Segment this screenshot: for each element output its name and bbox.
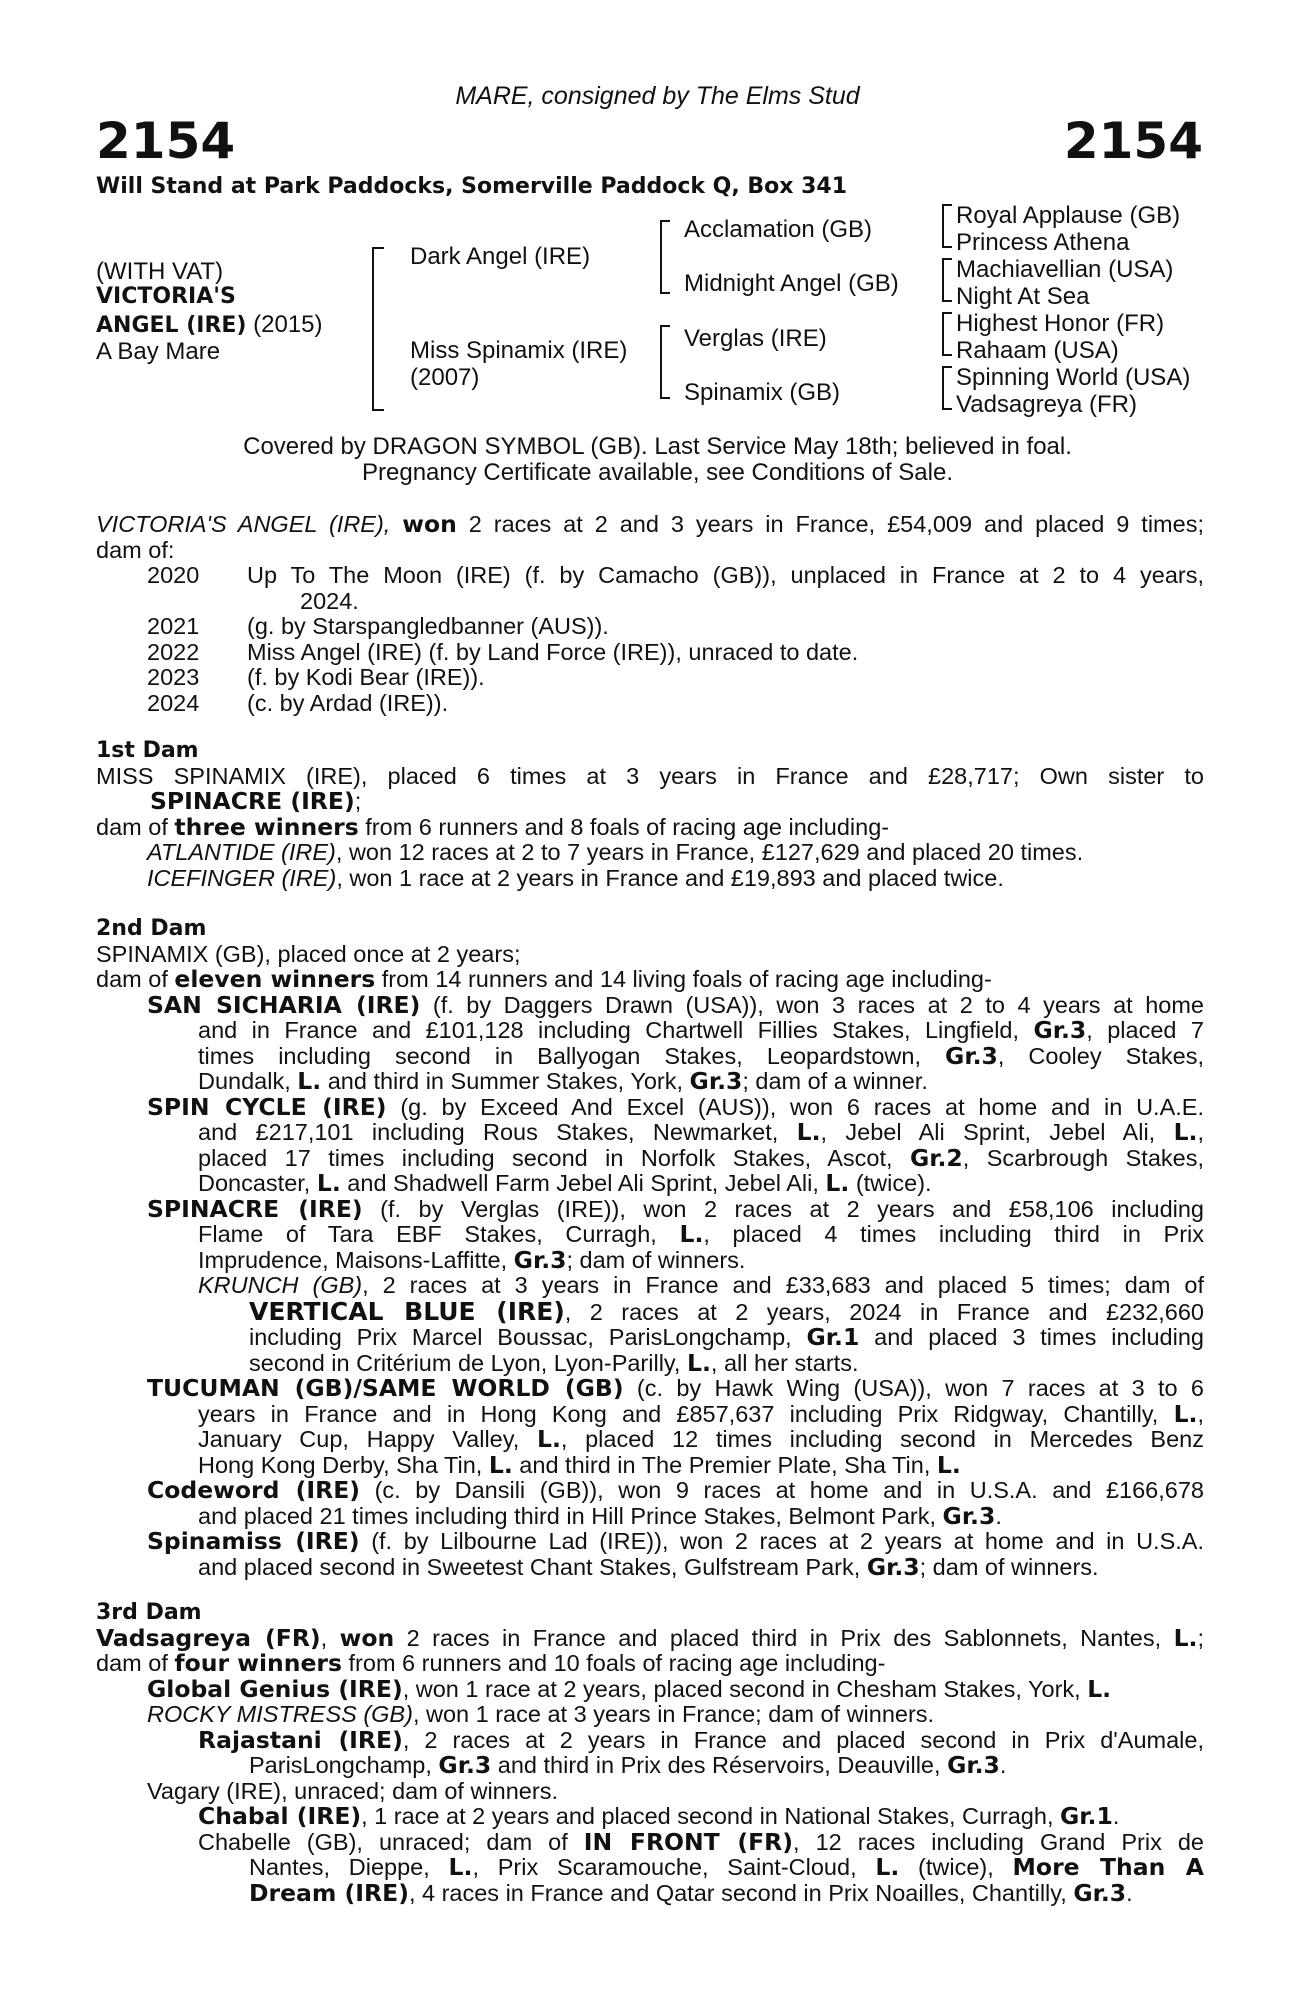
horse-name: KRUNCH (GB) bbox=[198, 1272, 363, 1298]
grade: Gr.3 bbox=[942, 1501, 996, 1530]
grade: Gr.3 bbox=[513, 1245, 567, 1274]
text: , Prix Scaramouche, Saint-Cloud, bbox=[472, 1854, 876, 1880]
brace-ds bbox=[942, 312, 952, 356]
text: and third in Summer Stakes, York, bbox=[321, 1068, 690, 1094]
horse-description: A Bay Mare bbox=[96, 338, 221, 365]
text: and placed 3 times including bbox=[859, 1324, 1204, 1350]
produce-intro bbox=[96, 512, 1204, 538]
text: and placed second in Sweetest Chant Stakes, Gulfstream Park, bbox=[198, 1553, 867, 1580]
horse-name: Spinamiss (IRE) bbox=[147, 1527, 360, 1555]
brace-sire bbox=[660, 220, 670, 294]
produce-dam-of: dam of: bbox=[96, 536, 175, 563]
text: , all her starts. bbox=[710, 1349, 859, 1376]
grade: L. bbox=[679, 1220, 704, 1248]
text: times including second in Ballyogan Stakes, Leopardstown, bbox=[198, 1042, 946, 1069]
text: ; dam of winners. bbox=[919, 1553, 1099, 1580]
grade: Gr.1 bbox=[1060, 1802, 1113, 1830]
grade: Gr.3 bbox=[438, 1751, 492, 1779]
grade: L. bbox=[1173, 1399, 1198, 1428]
sire-dam: Midnight Angel (GB) bbox=[684, 270, 899, 297]
text: 2 races in France and placed third in Prix des Sablonnets, Nantes, bbox=[394, 1624, 1174, 1651]
lot-number-left: 2154 bbox=[96, 112, 236, 170]
produce-year: 2024 bbox=[147, 689, 200, 716]
text: , placed 4 times including third in Prix bbox=[703, 1221, 1205, 1247]
text: , 4 races in France and Qatar second in Prix Noailles, Chantilly, bbox=[408, 1879, 1074, 1906]
horse-name: ANGEL (IRE) bbox=[96, 313, 247, 338]
entry-codeword bbox=[96, 1478, 1204, 1529]
ped-ddd: Vadsagreya (FR) bbox=[956, 391, 1137, 418]
ped-dss: Highest Honor (FR) bbox=[956, 310, 1165, 337]
text: . bbox=[999, 1752, 1007, 1778]
covered-line2: Pregnancy Certificate available, see Conditions of Sale. bbox=[362, 459, 953, 486]
text: , 1 race at 2 years and placed second in National Stakes, Curragh, bbox=[361, 1803, 1060, 1829]
grade: L. bbox=[687, 1348, 711, 1377]
text: , 2 races at 2 years, 2024 in France and £232,660 bbox=[564, 1298, 1204, 1325]
text: (twice), bbox=[899, 1854, 1013, 1880]
horse-name: Chabal (IRE) bbox=[198, 1802, 362, 1830]
brace-main bbox=[372, 247, 384, 411]
text: from 6 runners and 10 foals of racing age including- bbox=[342, 1650, 886, 1676]
horse-name: TUCUMAN (GB)/SAME WORLD (GB) bbox=[147, 1374, 624, 1402]
grade: Gr.3 bbox=[689, 1067, 743, 1095]
grade: L. bbox=[488, 1450, 513, 1479]
grade: Gr.3 bbox=[947, 1751, 1000, 1779]
text: , won 1 race at 2 years, placed second in Chesham Stakes, York, bbox=[402, 1675, 1088, 1702]
text: ; bbox=[1197, 1624, 1204, 1651]
dam-year: (2007) bbox=[410, 364, 480, 391]
list-item bbox=[147, 640, 1204, 666]
second-dam-section bbox=[96, 916, 1204, 1580]
text: , bbox=[1197, 1119, 1204, 1145]
text: and in France and £101,128 including Chartwell Fillies Stakes, Lingfield, bbox=[198, 1017, 1034, 1043]
brace-sd bbox=[942, 258, 952, 302]
horse-name: SPINACRE (IRE) bbox=[147, 1194, 363, 1223]
grade: Gr.3 bbox=[1073, 1878, 1127, 1907]
text: and third in The Premier Plate, Sha Tin, bbox=[512, 1451, 937, 1478]
horse-name: Dream (IRE) bbox=[249, 1878, 409, 1907]
text: from 6 runners and 8 foals of racing age including- bbox=[358, 813, 890, 840]
second-dam-heading: 2nd Dam bbox=[96, 916, 207, 941]
text: Nantes, Dieppe, bbox=[249, 1854, 449, 1880]
grade: L. bbox=[316, 1169, 341, 1197]
list-item bbox=[147, 665, 1204, 691]
produce-year: 2022 bbox=[147, 638, 200, 665]
produce-text: (g. by Starspangledbanner (AUS)). bbox=[247, 613, 609, 639]
produce-list bbox=[147, 563, 1204, 716]
text: ; dam of a winner. bbox=[742, 1068, 928, 1094]
horse-name: IN FRONT (FR) bbox=[583, 1827, 794, 1856]
own-sister-name: SPINACRE (IRE) bbox=[150, 787, 355, 815]
grade: L. bbox=[1087, 1674, 1112, 1703]
text: , won 12 races at 2 to 7 years in France, £127,629 and placed 20 times. bbox=[335, 839, 1084, 865]
winners-count: four winners bbox=[174, 1649, 342, 1677]
vat-note: (WITH VAT) bbox=[96, 258, 224, 285]
grade: Gr.3 bbox=[866, 1552, 920, 1581]
won-label: won bbox=[339, 1623, 395, 1652]
third-dam-heading: 3rd Dam bbox=[96, 1600, 202, 1625]
text: Hong Kong Derby, Sha Tin, bbox=[198, 1451, 489, 1478]
text: , bbox=[320, 1624, 340, 1651]
entry-spin-cycle bbox=[96, 1092, 1204, 1197]
text: (f. by Verglas (IRE)), won 2 races at 2 years and £58,106 including bbox=[362, 1195, 1205, 1222]
grade: Gr.2 bbox=[909, 1143, 963, 1172]
horse-name: SPIN CYCLE (IRE) bbox=[147, 1092, 387, 1121]
brace-dam bbox=[660, 325, 670, 399]
text: , Jebel Ali Sprint, Jebel Ali, bbox=[820, 1119, 1174, 1145]
ped-dsd: Rahaam (USA) bbox=[956, 337, 1119, 364]
text: (f. by Lilbourne Lad (IRE)), won 2 races at 2 years at home and in U.S.A. bbox=[359, 1528, 1204, 1554]
text: (c. by Hawk Wing (USA)), won 7 races at 3 to 6 bbox=[623, 1375, 1204, 1401]
grade: L. bbox=[796, 1118, 821, 1146]
produce-text: Up To The Moon (IRE) (f. by Camacho (GB)), unplaced in France at 2 to 4 years, bbox=[247, 562, 1204, 588]
grade: L. bbox=[875, 1853, 900, 1881]
won-label: won bbox=[402, 510, 457, 538]
text: . bbox=[995, 1502, 1002, 1529]
text: and placed 21 times including third in Hill Prince Stakes, Belmont Park, bbox=[198, 1502, 943, 1529]
ped-sss: Royal Applause (GB) bbox=[956, 202, 1181, 229]
horse-year: (2015) bbox=[246, 311, 323, 338]
text: . bbox=[1126, 1879, 1133, 1906]
list-item bbox=[147, 691, 1204, 717]
sire: Dark Angel (IRE) bbox=[410, 243, 591, 270]
offspring-name: ICEFINGER (IRE) bbox=[147, 864, 337, 891]
horse-name-line1: VICTORIA'S bbox=[96, 284, 236, 309]
text: ; dam of winners. bbox=[566, 1246, 746, 1273]
text: second in Critérium de Lyon, Lyon-Parilly, bbox=[249, 1349, 687, 1376]
winners-count: three winners bbox=[174, 812, 359, 841]
offspring-name: ATLANTIDE (IRE) bbox=[147, 839, 336, 865]
text: , Scarbrough Stakes, bbox=[962, 1144, 1204, 1171]
text: Chabelle (GB), unraced; dam of bbox=[198, 1828, 584, 1855]
text: years in France and in Hong Kong and £857,637 including Prix Ridgway, Chantilly, bbox=[198, 1400, 1174, 1427]
text: and £217,101 including Rous Stakes, Newmarket, bbox=[198, 1119, 797, 1145]
stand-location: Will Stand at Park Paddocks, Somerville Paddock Q, Box 341 bbox=[96, 174, 848, 199]
text: ParisLongchamp, bbox=[249, 1752, 439, 1778]
brace-dd bbox=[942, 366, 952, 410]
sire-sire: Acclamation (GB) bbox=[684, 216, 873, 243]
text: . bbox=[1112, 1803, 1120, 1829]
text: dam of bbox=[96, 813, 175, 840]
mare-name: VICTORIA'S ANGEL (IRE), bbox=[96, 511, 403, 537]
horse-name-line2 bbox=[96, 311, 323, 339]
first-dam-section bbox=[96, 738, 1204, 891]
horse-name: SAN SICHARIA (IRE) bbox=[147, 990, 421, 1019]
text: Flame of Tara EBF Stakes, Curragh, bbox=[198, 1221, 680, 1247]
list-item bbox=[147, 563, 1204, 589]
covered-line1: Covered by DRAGON SYMBOL (GB). Last Service May 18th; believed in foal. bbox=[243, 433, 1072, 460]
produce-text: (f. by Kodi Bear (IRE)). bbox=[247, 664, 485, 690]
lot-number-right: 2154 bbox=[1063, 112, 1203, 170]
text: , won 1 race at 3 years in France; dam of winners. bbox=[412, 1701, 935, 1727]
winners-count: eleven winners bbox=[174, 965, 376, 993]
entry-san-sicharia bbox=[96, 990, 1205, 1095]
dam: Miss Spinamix (IRE) bbox=[410, 337, 628, 364]
horse-name: More Than A bbox=[1012, 1853, 1204, 1881]
produce-intro-text: 2 races at 2 and 3 years in France, £54,009 and placed 9 times; bbox=[456, 511, 1204, 537]
grade: L. bbox=[297, 1067, 322, 1095]
text: Imprudence, Maisons-Laffitte, bbox=[198, 1246, 514, 1273]
text: , 12 races including Grand Prix de bbox=[793, 1828, 1205, 1855]
grade: L. bbox=[536, 1425, 561, 1453]
text: , 2 races at 3 years in France and £33,683 and placed 5 times; dam of bbox=[362, 1272, 1204, 1298]
text: , bbox=[1197, 1400, 1204, 1427]
text: (twice). bbox=[849, 1170, 932, 1196]
text: (c. by Dansili (GB)), won 9 races at home and in U.S.A. and £166,678 bbox=[360, 1477, 1204, 1503]
text: and Shadwell Farm Jebel Ali Sprint, Jebel Ali, bbox=[340, 1170, 826, 1196]
brace-ss bbox=[942, 204, 952, 248]
grade: Gr.1 bbox=[806, 1323, 860, 1351]
grade: L. bbox=[448, 1853, 473, 1881]
consignment-line: MARE, consigned by The Elms Stud bbox=[455, 82, 860, 110]
entry-spinacre bbox=[96, 1194, 1205, 1377]
ped-ssd: Princess Athena bbox=[956, 229, 1130, 256]
text: placed 17 times including second in Norfolk Stakes, Ascot, bbox=[198, 1144, 910, 1171]
text: dam of bbox=[96, 966, 175, 992]
horse-name: Codeword (IRE) bbox=[147, 1476, 361, 1504]
first-dam-line: MISS SPINAMIX (IRE), placed 6 times at 3 years in France and £28,717; Own sister to bbox=[96, 762, 1204, 789]
horse-name: Vadsagreya (FR) bbox=[96, 1623, 321, 1652]
horse-name: VERTICAL BLUE (IRE) bbox=[249, 1296, 565, 1326]
text: , placed 7 bbox=[1086, 1017, 1204, 1043]
text: Doncaster, bbox=[198, 1170, 317, 1196]
grade: L. bbox=[825, 1169, 850, 1197]
horse-name: ROCKY MISTRESS (GB) bbox=[147, 1701, 413, 1727]
grade: Gr.3 bbox=[1033, 1016, 1087, 1044]
punct: ; bbox=[354, 788, 362, 814]
ped-sds: Machiavellian (USA) bbox=[956, 256, 1174, 283]
text: Vagary (IRE), unraced; dam of winners. bbox=[147, 1777, 558, 1804]
third-dam-section bbox=[96, 1600, 1204, 1906]
text: , 2 races at 2 years in France and placed second in Prix d'Aumale, bbox=[402, 1726, 1204, 1753]
produce-section bbox=[96, 512, 1204, 563]
horse-name: Global Genius (IRE) bbox=[147, 1674, 403, 1703]
first-dam-heading: 1st Dam bbox=[96, 738, 199, 763]
text: from 14 runners and 14 living foals of racing age including- bbox=[375, 966, 992, 992]
text: , placed 12 times including second in Mercedes Benz bbox=[560, 1426, 1204, 1452]
text: and third in Prix des Réservoirs, Deauville, bbox=[491, 1752, 948, 1778]
grade: L. bbox=[1173, 1118, 1198, 1146]
produce-year: 2020 bbox=[147, 562, 200, 588]
grade: L. bbox=[936, 1450, 961, 1479]
ped-dds: Spinning World (USA) bbox=[956, 364, 1191, 391]
second-dam-line: SPINAMIX (GB), placed once at 2 years; bbox=[96, 940, 521, 967]
grade: Gr.3 bbox=[945, 1041, 998, 1070]
produce-cont: 2024. bbox=[300, 587, 359, 614]
produce-text: (c. by Ardad (IRE)). bbox=[247, 689, 449, 716]
text: , Cooley Stakes, bbox=[997, 1042, 1204, 1069]
produce-year: 2023 bbox=[147, 664, 200, 690]
produce-year: 2021 bbox=[147, 613, 200, 639]
text: (f. by Daggers Drawn (USA)), won 3 races at 2 to 4 years at home bbox=[420, 991, 1205, 1018]
dam-dam: Spinamix (GB) bbox=[684, 379, 841, 406]
text: Dundalk, bbox=[198, 1068, 298, 1094]
grade: L. bbox=[1173, 1623, 1198, 1652]
entry-tucuman bbox=[96, 1376, 1204, 1478]
ped-sdd: Night At Sea bbox=[956, 283, 1090, 310]
dam-sire: Verglas (IRE) bbox=[684, 325, 827, 352]
entry-spinamiss bbox=[96, 1529, 1204, 1580]
text: including Prix Marcel Boussac, ParisLongchamp, bbox=[249, 1324, 807, 1350]
text: (g. by Exceed And Excel (AUS)), won 6 races at home and in U.A.E. bbox=[386, 1093, 1204, 1120]
horse-name: Rajastani (IRE) bbox=[198, 1725, 403, 1754]
list-item bbox=[147, 614, 1204, 640]
produce-text: Miss Angel (IRE) (f. by Land Force (IRE)), unraced to date. bbox=[247, 638, 859, 665]
text: , won 1 race at 2 years in France and £19,893 and placed twice. bbox=[336, 864, 1004, 891]
text: January Cup, Happy Valley, bbox=[198, 1426, 537, 1452]
text: dam of bbox=[96, 1650, 175, 1676]
